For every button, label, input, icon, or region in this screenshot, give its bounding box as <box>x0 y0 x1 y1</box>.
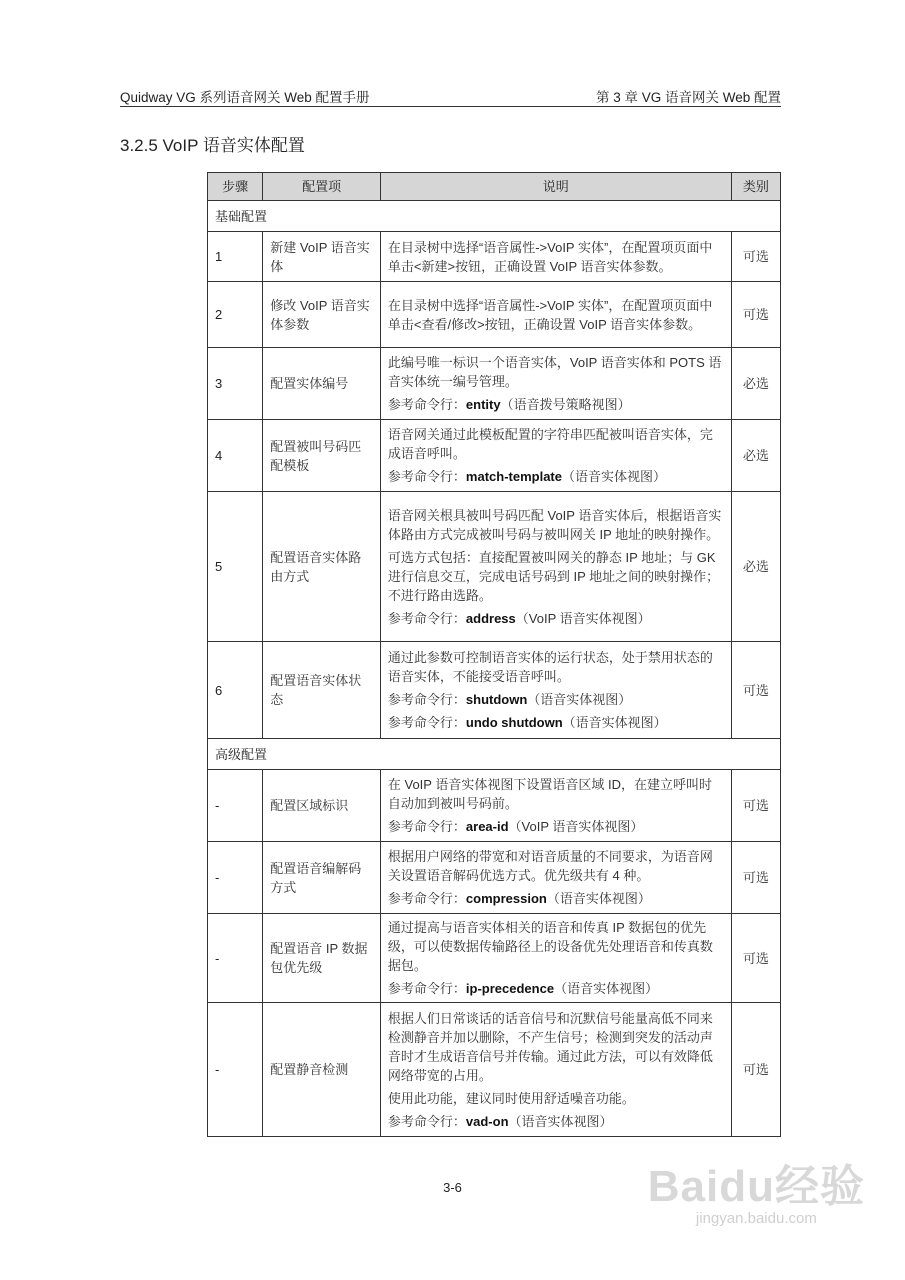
description-text: 通过此参数可控制语音实体的运行状态，处于禁用状态的语音实体，不能接受语音呼叫。 <box>387 650 713 684</box>
command-keyword: undo shutdown <box>465 715 563 730</box>
config-item-cell: 配置被叫号码匹配模板 <box>263 420 381 492</box>
description-text: 参考命令行： <box>387 692 466 707</box>
category-cell: 可选 <box>731 770 780 842</box>
table-group-row <box>208 201 781 232</box>
category-cell: 可选 <box>731 842 780 914</box>
description-text: 使用此功能，建议同时使用舒适噪音功能。 <box>387 1090 635 1106</box>
step-cell: - <box>208 770 263 842</box>
description-paragraph <box>388 353 724 391</box>
description-paragraph <box>388 847 724 885</box>
step-cell: - <box>208 914 263 1003</box>
description-text: 根据用户网络的带宽和对语音质量的不同要求，为语音网关设置语音解码优选方式。优先级共有 4 种。 <box>387 849 713 883</box>
command-view: （语音拨号策略视图） <box>500 397 631 412</box>
description-text: 参考命令行： <box>387 715 466 730</box>
description-paragraph <box>388 467 724 486</box>
description-paragraph <box>388 979 724 998</box>
description-cell <box>380 282 731 348</box>
description-text: 参考命令行： <box>387 1113 466 1129</box>
description-paragraph <box>388 775 724 813</box>
description-cell <box>380 842 731 914</box>
command-view: （语音实体视图） <box>527 692 632 707</box>
table-row <box>208 348 781 420</box>
description-text: 在 VoIP 语音实体视图下设置语音区域 ID，在建立呼叫时自动加到被叫号码前。 <box>387 777 712 811</box>
command-view: （VoIP 语音实体视图） <box>508 819 644 834</box>
table-row <box>208 842 781 914</box>
command-view: （语音实体视图） <box>508 1113 613 1129</box>
description-text: 参考命令行： <box>387 891 466 906</box>
command-keyword: compression <box>465 891 547 906</box>
step-cell: 1 <box>208 232 263 282</box>
description-text: 根据人们日常谈话的话音信号和沉默信号能量高低不同来检测静音并加以删除，不产生信号；检测到突发的活动声音时才生成语音信号并传输。通过此方法，可以有效降低网络带宽的占用。 <box>387 1010 713 1083</box>
table-group-row <box>208 739 781 770</box>
step-cell: 3 <box>208 348 263 420</box>
command-view: （VoIP 语音实体视图） <box>515 610 651 626</box>
description-paragraph <box>388 817 724 836</box>
table-header-row <box>208 173 781 201</box>
description-paragraph <box>388 690 724 709</box>
page-number: 3-6 <box>443 1180 462 1195</box>
header-chapter-title: 第 3 章 VG 语音网关 Web 配置 <box>595 90 781 105</box>
category-cell: 必选 <box>731 492 780 642</box>
config-table <box>207 172 781 1137</box>
config-item-cell: 配置语音实体路由方式 <box>263 492 381 642</box>
description-text: 可选方式包括：直接配置被叫网关的静态 IP 地址；与 GK 进行信息交互，完成电话号码到 IP 地址之间的映射操作；不进行路由选路。 <box>387 549 720 603</box>
description-paragraph <box>388 609 724 628</box>
description-paragraph <box>388 395 724 414</box>
command-view: （语音实体视图） <box>554 981 659 996</box>
page-header <box>120 86 781 107</box>
command-keyword: entity <box>465 397 501 412</box>
description-paragraph <box>388 1112 724 1131</box>
category-cell: 必选 <box>731 348 780 420</box>
description-text: 参考命令行： <box>387 610 466 626</box>
description-paragraph <box>388 648 724 686</box>
group-label: 基础配置 <box>208 201 781 232</box>
description-cell <box>380 642 731 739</box>
config-item-cell: 配置静音检测 <box>263 1003 381 1137</box>
config-item-cell: 配置语音实体状态 <box>263 642 381 739</box>
description-cell <box>380 232 731 282</box>
table-row <box>208 420 781 492</box>
description-paragraph <box>388 889 724 908</box>
section-title: 3.2.5 VoIP 语音实体配置 <box>120 136 305 155</box>
config-item-cell: 配置实体编号 <box>263 348 381 420</box>
table-row <box>208 282 781 348</box>
config-item-cell: 修改 VoIP 语音实体参数 <box>263 282 381 348</box>
description-paragraph <box>388 238 724 276</box>
description-text: 参考命令行： <box>387 981 466 996</box>
column-header-description: 说明 <box>380 173 731 201</box>
watermark-logo-text: Baidu经验 <box>647 1162 865 1211</box>
description-text: 在目录树中选择“语音属性->VoIP 实体”，在配置项页面中单击<查看/修改>按钮，正确设置 VoIP 语音实体参数。 <box>387 297 713 332</box>
group-label: 高级配置 <box>208 739 781 770</box>
description-cell <box>380 770 731 842</box>
description-paragraph <box>388 296 724 334</box>
command-keyword: area-id <box>465 819 509 834</box>
description-cell <box>380 420 731 492</box>
table-row <box>208 642 781 739</box>
command-view: （语音实体视图） <box>562 715 667 730</box>
header-manual-title: Quidway VG 系列语音网关 Web 配置手册 <box>120 90 370 105</box>
description-paragraph <box>388 506 724 544</box>
command-keyword: vad-on <box>465 1113 509 1129</box>
category-cell: 必选 <box>731 420 780 492</box>
config-item-cell: 新建 VoIP 语音实体 <box>263 232 381 282</box>
step-cell: 2 <box>208 282 263 348</box>
description-text: 参考命令行： <box>387 819 466 834</box>
table-row <box>208 770 781 842</box>
description-text: 参考命令行： <box>387 469 466 484</box>
column-header-step: 步骤 <box>208 173 263 201</box>
description-cell <box>380 1003 731 1137</box>
step-cell: 6 <box>208 642 263 739</box>
description-paragraph <box>388 548 724 605</box>
command-keyword: address <box>465 610 516 626</box>
command-keyword: ip-precedence <box>465 981 555 996</box>
description-paragraph <box>388 1089 724 1108</box>
table-row <box>208 492 781 642</box>
step-cell: - <box>208 1003 263 1137</box>
description-paragraph <box>388 425 724 463</box>
baidu-watermark-logo <box>648 1150 865 1227</box>
column-header-category: 类别 <box>731 173 780 201</box>
description-text: 在目录树中选择“语音属性->VoIP 实体”，在配置项页面中单击<新建>按钮，正确设置 VoIP 语音实体参数。 <box>387 239 713 274</box>
category-cell: 可选 <box>731 282 780 348</box>
command-view: （语音实体视图） <box>561 469 666 484</box>
description-text: 此编号唯一标识一个语音实体，VoIP 语音实体和 POTS 语音实体统一编号管理。 <box>387 355 722 389</box>
description-cell <box>380 492 731 642</box>
description-text: 通过提高与语音实体相关的语音和传真 IP 数据包的优先级，可以使数据传输路径上的设备优先处理语音和传真数据包。 <box>387 920 713 973</box>
table-row <box>208 1003 781 1137</box>
step-cell: 5 <box>208 492 263 642</box>
table-body <box>208 201 781 1137</box>
category-cell: 可选 <box>731 914 780 1003</box>
config-item-cell: 配置语音编解码方式 <box>263 842 381 914</box>
category-cell: 可选 <box>731 1003 780 1137</box>
config-item-cell: 配置区域标识 <box>263 770 381 842</box>
description-text: 参考命令行： <box>387 397 466 412</box>
description-paragraph <box>388 1009 724 1085</box>
watermark-url: jingyan.baidu.com <box>695 1210 817 1227</box>
step-cell: 4 <box>208 420 263 492</box>
table-row <box>208 232 781 282</box>
description-cell <box>380 914 731 1003</box>
description-text: 语音网关通过此模板配置的字符串匹配被叫语音实体，完成语音呼叫。 <box>387 427 713 461</box>
description-text: 语音网关根具被叫号码匹配 VoIP 语音实体后，根据语音实体路由方式完成被叫号码与被叫网关 IP 地址的映射操作。 <box>387 507 722 542</box>
command-keyword: match-template <box>465 469 562 484</box>
category-cell: 可选 <box>731 232 780 282</box>
table-row <box>208 914 781 1003</box>
command-keyword: shutdown <box>465 692 528 707</box>
category-cell: 可选 <box>731 642 780 739</box>
description-paragraph <box>388 713 724 732</box>
config-item-cell: 配置语音 IP 数据包优先级 <box>263 914 381 1003</box>
description-cell <box>380 348 731 420</box>
step-cell: - <box>208 842 263 914</box>
column-header-item: 配置项 <box>263 173 381 201</box>
description-paragraph <box>388 918 724 975</box>
command-view: （语音实体视图） <box>546 891 651 906</box>
